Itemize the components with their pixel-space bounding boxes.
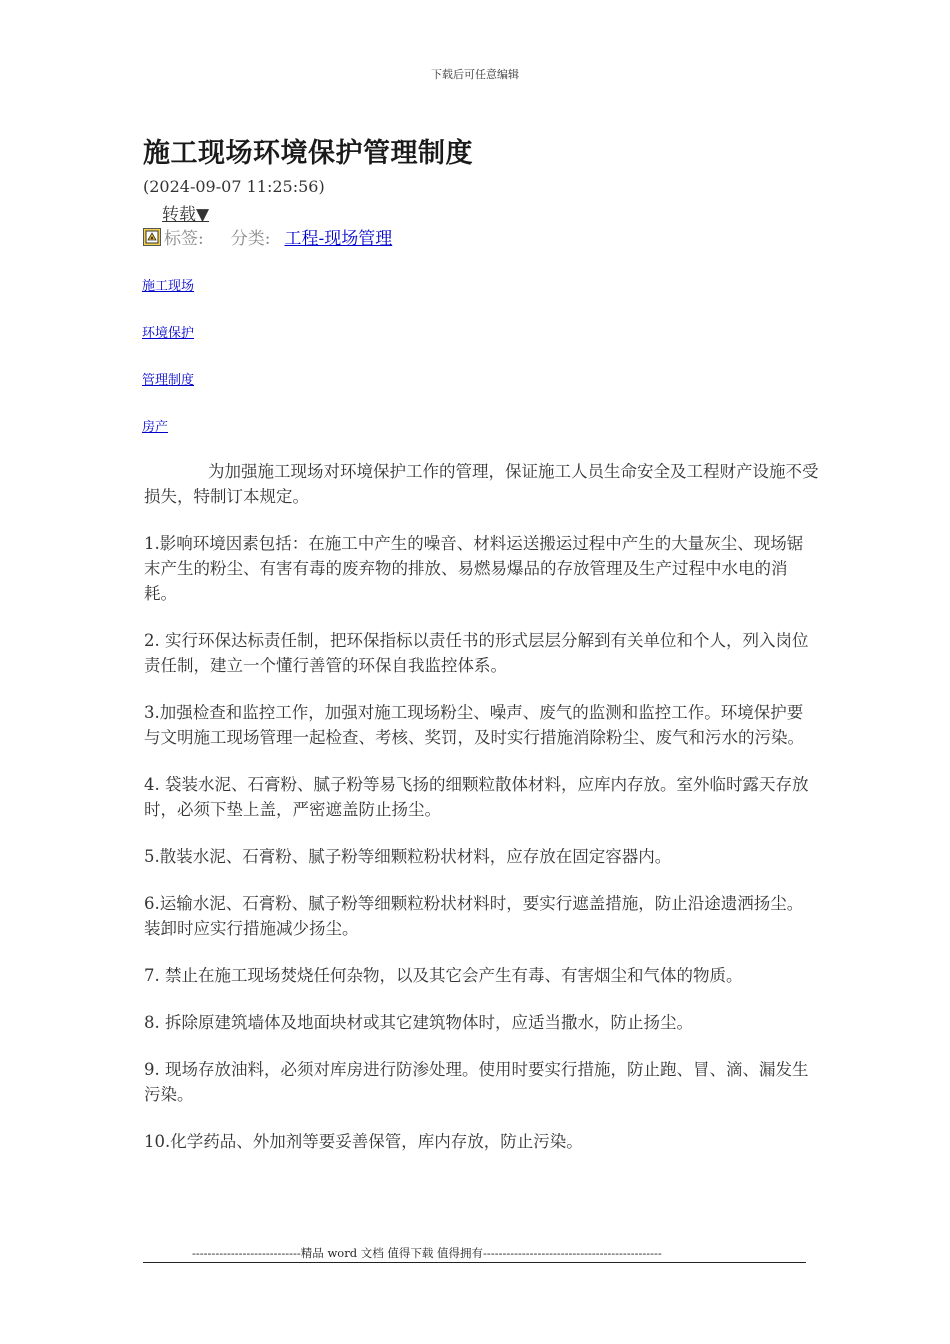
- tag-link-construction-site[interactable]: 施工现场: [142, 279, 195, 294]
- intro-paragraph: 为加强施工现场对环境保护工作的管理，保证施工人员生命安全及工程财产设施不受损失，特制订本规定。: [144, 462, 819, 506]
- tag-link-real-estate[interactable]: 房产: [142, 420, 169, 435]
- header-note: 下载后可任意编辑: [431, 68, 519, 81]
- rule-item-6: 6.运输水泥、石膏粉、腻子粉等细颗粒粉状材料时，要实行遮盖措施，防止沿途遗洒扬尘。装卸时应实行措施减少扬尘。: [144, 894, 804, 938]
- rule-item-9: 9. 现场存放油料，必须对库房进行防渗处理。使用时要实行措施，防止跑、冒、滴、漏发生污染。: [144, 1060, 809, 1104]
- rule-item-2: 2. 实行环保达标责任制，把环保指标以责任书的形式层层分解到有关单位和个人，列入岗位责任制，建立一个懂行善管的环保自我监控体系。: [144, 631, 809, 675]
- rule-item-10: 10.化学药品、外加剂等要妥善保管，库内存放，防止污染。: [144, 1132, 583, 1151]
- category-link[interactable]: 工程-现场管理: [284, 229, 393, 249]
- rule-item-1: 1.影响环境因素包括：在施工中产生的噪音、材料运送搬运过程中产生的大量灰尘、现场锯末产生的粉尘、有害有毒的废弃物的排放、易燃易爆品的存放管理及生产过程中水电的消耗。: [144, 534, 804, 603]
- tag-icon: [143, 228, 161, 246]
- page-title: 施工现场环境保护管理制度: [143, 138, 473, 169]
- tag-link-environment[interactable]: 环境保护: [142, 326, 195, 341]
- rule-item-7: 7. 禁止在施工现场焚烧任何杂物，以及其它会产生有毒、有害烟尘和气体的物质。: [144, 966, 743, 985]
- footer-note: ----------------------------精品 word 文档 值得下载 值得拥有----------------------------------------------: [192, 1246, 662, 1260]
- tag-link-management[interactable]: 管理制度: [142, 373, 195, 388]
- tagline: [143, 224, 392, 249]
- repost-toggle[interactable]: 转载▼: [162, 205, 210, 225]
- article-body: [144, 459, 819, 1176]
- rule-item-4: 4. 袋装水泥、石膏粉、腻子粉等易飞扬的细颗粒散体材料，应库内存放。室外临时露天存放时，必须下垫上盖，严密遮盖防止扬尘。: [144, 775, 809, 819]
- category-label: 分类:: [230, 229, 271, 249]
- footer-divider: [143, 1262, 806, 1263]
- tag-icon-glyph: [145, 230, 159, 244]
- tag-label: 标签:: [164, 229, 204, 249]
- rule-item-5: 5.散装水泥、石膏粉、腻子粉等细颗粒粉状材料，应存放在固定容器内。: [144, 847, 672, 866]
- rule-item-3: 3.加强检查和监控工作，加强对施工现场粉尘、噪声、废气的监测和监控工作。环境保护要与文明施工现场管理一起检查、考核、奖罚，及时实行措施消除粉尘、废气和污水的污染。: [144, 703, 804, 747]
- rule-item-8: 8. 拆除原建筑墙体及地面块材或其它建筑物体时，应适当撒水，防止扬尘。: [144, 1013, 693, 1032]
- post-date: (2024-09-07 11:25:56): [143, 177, 325, 196]
